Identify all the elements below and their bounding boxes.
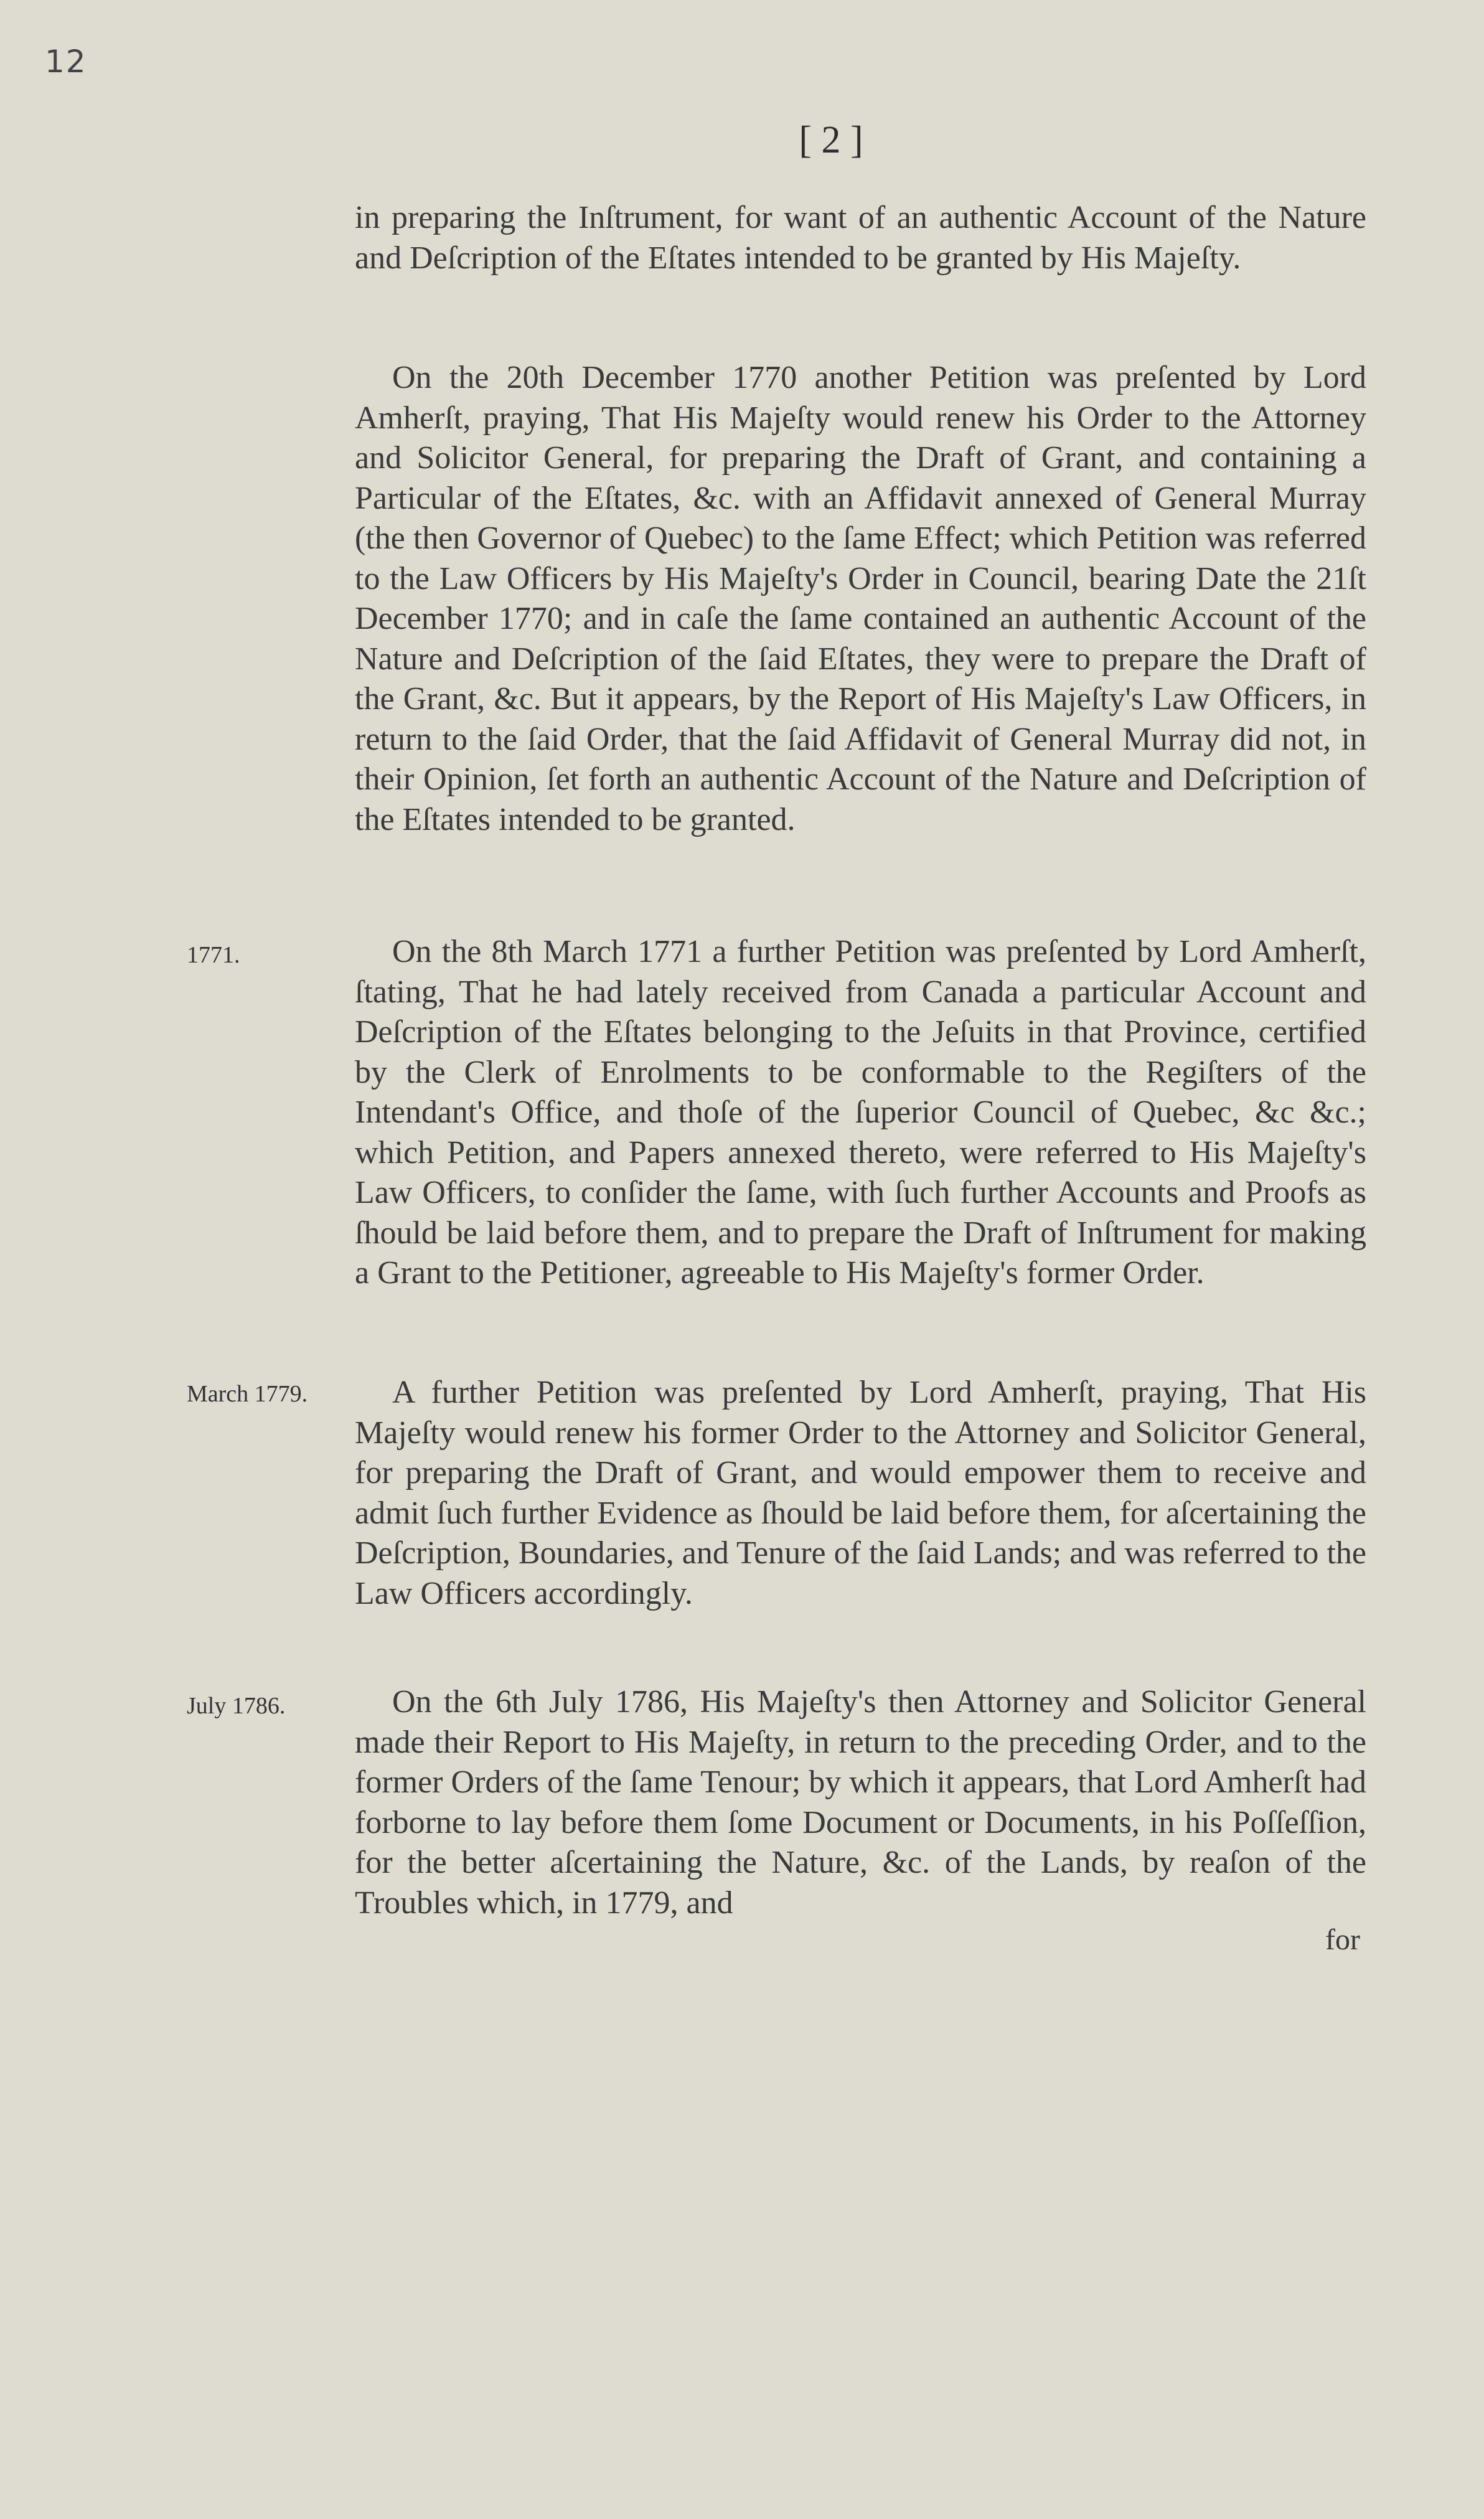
margin-note-july-1786: July 1786. <box>187 1693 286 1719</box>
paragraph-2: On the 20th December 1770 another Petition was preſented by Lord Amherſt, praying, That His Majeſty would renew his Order to the Attorney and Solicitor General, for preparing the Draft of Grant, and containing a Particular of the Eſtates, &c. with an Affidavit annexed of General Murray (the then Governor of Quebec) to the ſame Effect; which Petition was referred to the Law Officers by His Majeſty's Order in Council, bearing Date the 21ſt December 1770; and in caſe the ſame contained an authentic Account of the Nature and Deſcription of the ſaid Eſtates, they were to prepare the Draft of the Grant, &c. But it appears, by the Report of His Majeſty's Law Officers, in return to the ſaid Order, that the ſaid Affidavit of General Murray did not, in their Opinion, ſet forth an authentic Account of the Nature and Deſcription of the Eſtates intended to be granted. <box>355 360 1366 837</box>
page-number: 12 <box>45 44 87 80</box>
page-header: [ 2 ] <box>799 119 863 161</box>
margin-note-1771: 1771. <box>187 942 240 968</box>
catchword: for <box>1325 1923 1360 1956</box>
paragraph-4: A further Petition was preſented by Lord Amherſt, praying, That His Majeſty would renew his former Order to the Attorney and Solicitor General, for preparing the Draft of Grant, and would empower them to receive and admit ſuch further Evidence as ſhould be laid before them, for aſcertaining the Deſcription, Boundaries, and Tenure of the ſaid Lands; and was referred to the Law Officers accordingly. <box>355 1375 1366 1611</box>
paragraph-3: On the 8th March 1771 a further Petition was preſented by Lord Amherſt, ſtating, That he had lately received from Canada a particular Account and Deſcription of the Eſtates belonging to the Jeſuits in that Province, certified by the Clerk of Enrolments to be conformable to the Regiſters of the Intendant's Office, and thoſe of the ſuperior Council of Quebec, &c &c.; which Petition, and Papers annexed thereto, were referred to His Majeſty's Law Officers, to conſider the ſame, with ſuch further Accounts and Proofs as ſhould be laid before them, and to prepare the Draft of Inſtrument for making a Grant to the Petitioner, agreeable to His Majeſty's former Order. <box>355 934 1366 1291</box>
paragraph-5: On the 6th July 1786, His Majeſty's then Attorney and Solicitor General made their Report to His Majeſty, in return to the preceding Order, and to the former Orders of the ſame Tenour; by which it appears, that Lord Amherſt had forborne to lay before them ſome Document or Documents, in his Poſſeſſion, for the better aſcertaining the Nature, &c. of the Lands, by reaſon of the Troubles which, in 1779, and <box>355 1684 1366 1921</box>
paragraph-1: in preparing the Inſtrument, for want of an authentic Account of the Nature and Deſcription of the Eſtates intended to be granted by His Majeſty. <box>355 200 1366 276</box>
margin-note-march-1779: March 1779. <box>187 1381 308 1407</box>
